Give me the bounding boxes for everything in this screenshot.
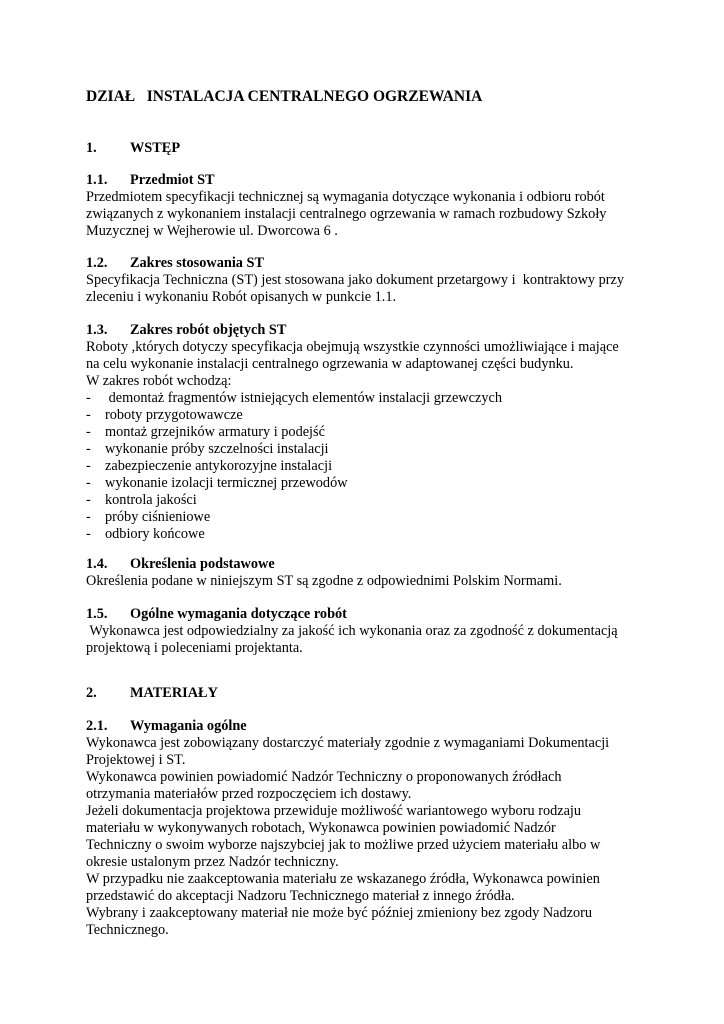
paragraph-line: otrzymania materiałów przed rozpoczęciem ich dostawy. <box>86 786 412 802</box>
section-number: 1.2. <box>86 255 108 271</box>
section-heading <box>86 255 646 272</box>
paragraph-line: zleceniu i wykonaniu Robót opisanych w punkcie 1.1. <box>86 289 397 305</box>
paragraph-line: Projektowej i ST. <box>86 752 186 768</box>
section-heading <box>86 606 646 623</box>
section-1-2 <box>86 255 646 306</box>
section-heading <box>86 172 646 189</box>
list-item <box>86 407 646 424</box>
section-number: 1.5. <box>86 606 108 622</box>
paragraph-line: Określenia podane w niniejszym ST są zgodne z odpowiednimi Polskim Normami. <box>86 573 562 589</box>
list-bullet: - <box>86 458 91 474</box>
list-bullet: - <box>86 509 91 525</box>
document-title: DZIAŁ INSTALACJA CENTRALNEGO OGRZEWANIA <box>86 88 483 105</box>
section-paragraph <box>86 573 646 590</box>
paragraph-line: W zakres robót wchodzą: <box>86 373 232 389</box>
section-1 <box>86 140 646 157</box>
paragraph-line: Technicznego. <box>86 922 169 938</box>
paragraph-line: związanych z wykonaniem instalacji centralnego ogrzewania w ramach rozbudowy Szkoły <box>86 206 607 222</box>
section-paragraph <box>86 189 646 240</box>
list-bullet: - <box>86 492 91 508</box>
list-item-text: montaż grzejników armatury i podejść <box>105 424 325 440</box>
section-title: Przedmiot ST <box>130 172 215 188</box>
list-item-text: kontrola jakości <box>105 492 197 508</box>
paragraph-line: Jeżeli dokumentacja projektowa przewiduje możliwość wariantowego wyboru rodzaju <box>86 803 582 819</box>
section-1-3 <box>86 322 646 543</box>
section-paragraph <box>86 623 646 657</box>
list-item <box>86 424 646 441</box>
section-number: 1. <box>86 140 97 156</box>
paragraph-line: Roboty ,których dotyczy specyfikacja obejmują wszystkie czynności umożliwiające i mające <box>86 339 619 355</box>
list-bullet: - <box>86 441 91 457</box>
section-heading <box>86 322 646 339</box>
section-title: Ogólne wymagania dotyczące robót <box>130 606 347 622</box>
list-item-text: próby ciśnieniowe <box>105 509 211 525</box>
list-item <box>86 458 646 475</box>
paragraph-line: W przypadku nie zaakceptowania materiału ze wskazanego źródła, Wykonawca powinien <box>86 871 600 887</box>
section-title: MATERIAŁY <box>130 685 218 701</box>
paragraph-line: Wykonawca jest zobowiązany dostarczyć materiały zgodnie z wymaganiami Dokumentacji <box>86 735 610 751</box>
paragraph-line: Przedmiotem specyfikacji technicznej są wymagania dotyczące wykonania i odbioru robót <box>86 189 605 205</box>
paragraph-line: Specyfikacja Techniczna (ST) jest stosowana jako dokument przetargowy i kontraktowy przy <box>86 272 625 288</box>
section-paragraph <box>86 339 646 390</box>
section-1-1 <box>86 172 646 240</box>
section-1-4 <box>86 556 646 590</box>
list-item-text: wykonanie próby szczelności instalacji <box>105 441 329 457</box>
list-item-text: demontaż fragmentów istniejących elementów instalacji grzewczych <box>105 390 502 406</box>
list-item <box>86 390 646 407</box>
section-1-5 <box>86 606 646 657</box>
list-bullet: - <box>86 424 91 440</box>
section-title: Zakres robót objętych ST <box>130 322 287 338</box>
section-heading <box>86 140 646 157</box>
list-item <box>86 526 646 543</box>
list-item <box>86 492 646 509</box>
paragraph-line: okresie ustalonym przez Nadzór techniczny. <box>86 854 339 870</box>
paragraph-line: Muzycznej w Wejherowie ul. Dworcowa 6 . <box>86 223 338 239</box>
section-heading <box>86 556 646 573</box>
section-paragraph <box>86 272 646 306</box>
section-title: Wymagania ogólne <box>130 718 247 734</box>
scope-list <box>86 390 646 543</box>
list-bullet: - <box>86 407 91 423</box>
section-number: 1.4. <box>86 556 108 572</box>
paragraph-line: Techniczny o swoim wyborze najszybciej jak to możliwe przed użyciem materiału albo w <box>86 837 601 853</box>
section-paragraph <box>86 735 646 939</box>
list-item-text: zabezpieczenie antykorozyjne instalacji <box>105 458 333 474</box>
list-item <box>86 509 646 526</box>
list-item-text: roboty przygotowawcze <box>105 407 243 423</box>
section-2 <box>86 685 646 702</box>
paragraph-line: przedstawić do akceptacji Nadzoru Technicznego materiał z innego źródła. <box>86 888 515 904</box>
section-title: WSTĘP <box>130 140 181 156</box>
paragraph-line: materiału w wykonywanych robotach, Wykonawca powinien powiadomić Nadzór <box>86 820 556 836</box>
list-bullet: - <box>86 475 91 491</box>
list-item <box>86 441 646 458</box>
list-item-text: wykonanie izolacji termicznej przewodów <box>105 475 348 491</box>
paragraph-line: Wykonawca powinien powiadomić Nadzór Techniczny o proponowanych źródłach <box>86 769 562 785</box>
section-2-1 <box>86 718 646 939</box>
paragraph-line: projektową i poleceniami projektanta. <box>86 640 303 656</box>
list-item <box>86 475 646 492</box>
section-title: Zakres stosowania ST <box>130 255 264 271</box>
section-number: 2. <box>86 685 97 701</box>
list-item-text: odbiory końcowe <box>105 526 205 542</box>
section-number: 2.1. <box>86 718 108 734</box>
section-heading <box>86 718 646 735</box>
list-bullet: - <box>86 526 91 542</box>
section-number: 1.3. <box>86 322 108 338</box>
section-heading <box>86 685 646 702</box>
paragraph-line: Wykonawca jest odpowiedzialny za jakość ich wykonania oraz za zgodność z dokumentacją <box>86 623 618 639</box>
section-title: Określenia podstawowe <box>130 556 275 572</box>
section-number: 1.1. <box>86 172 108 188</box>
paragraph-line: na celu wykonanie instalacji centralnego ogrzewania w adaptowanej części budynku. <box>86 356 574 372</box>
list-bullet: - <box>86 390 91 406</box>
paragraph-line: Wybrany i zaakceptowany materiał nie może być później zmieniony bez zgody Nadzoru <box>86 905 593 921</box>
